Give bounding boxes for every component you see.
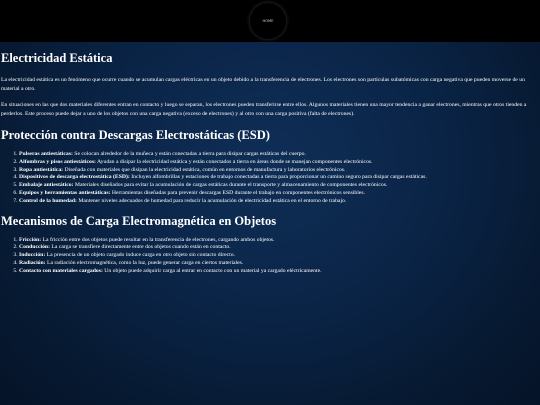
list-item <box>19 198 536 206</box>
list-item <box>19 159 536 167</box>
list-item-desc: Materiales diseñados para evitar la acumulación de cargas estáticas durante el transporte y almacenamiento de componentes electrónicos. <box>73 182 388 189</box>
main-content <box>1 51 536 284</box>
list-item-desc: Diseñada con materiales que disipan la electricidad estática, común en entornos de manufactura y laboratorios electrónicos. <box>63 166 346 173</box>
list-item-desc: Un objeto puede adquirir carga al entrar en contacto con un material ya cargado eléctricamente. <box>102 267 322 274</box>
section-charge-mechanisms <box>1 214 536 276</box>
list-item-term: Control de la humedad: <box>19 197 77 204</box>
section-title-charge-mechanisms: Mecanismos de Carga Electromagnética en Objetos <box>1 213 277 228</box>
section-title-static-electricity: Electricidad Estática <box>1 51 113 65</box>
list-item-desc: La radiación electromagnética, como la luz, puede generar carga en ciertos materiales. <box>45 259 244 266</box>
section-esd-protection <box>1 128 536 206</box>
list-item-term: Dispositivos de descarga electrostática (ESD): <box>19 174 130 181</box>
list-item-desc: Herramientas diseñadas para prevenir descargas ESD durante el trabajo en componentes electrónicos sensibles. <box>110 189 365 196</box>
list-item <box>19 151 536 159</box>
list-item <box>19 244 536 252</box>
list-item-term: Alfombras y pisos antiestáticos: <box>19 158 96 165</box>
list-item-desc: La carga se transfiere directamente entre dos objetos cuando están en contacto. <box>49 244 231 251</box>
list-item-desc: La presencia de un objeto cargado induce carga en otro objeto sin contacto directo. <box>45 252 236 259</box>
top-nav-bar <box>0 0 540 42</box>
home-button-label: HOME <box>262 19 274 23</box>
list-item <box>19 268 536 276</box>
list-item-term: Inducción: <box>19 252 46 259</box>
list-item-desc: La fricción entre dos objetos puede resultar en la transferencia de electrones, cargando ambos objetos. <box>41 236 275 243</box>
section-title-esd-protection: Protección contra Descargas Electrostáticas (ESD) <box>1 128 270 142</box>
esd-protection-list <box>1 151 536 206</box>
list-item-desc: Incluyen alfombrillas y estaciones de trabajo conectadas a tierra para proporcionar un camino seguro para disipar cargas estáticas. <box>129 174 427 181</box>
list-item-term: Fricción: <box>19 236 42 243</box>
charge-mechanisms-list <box>1 237 536 276</box>
list-item-term: Pulseras antiestáticas: <box>19 151 73 157</box>
list-item <box>19 174 536 182</box>
list-item-term: Embalaje antiestático: <box>19 182 74 189</box>
section-static-electricity <box>1 51 536 118</box>
list-item <box>19 190 536 198</box>
list-item-term: Equipos y herramientas antiestáticas: <box>19 189 111 196</box>
list-item-term: Contacto con materiales cargados: <box>19 267 103 274</box>
list-item-term: Radiación: <box>19 259 46 266</box>
paragraph: En situaciones en las que dos materiales diferentes entran en contacto y luego se separan, los electrones pueden transferirse entre ellos. Algunos materiales tienen una mayor tendencia a ganar electrones, mientras que otros tienden a perderlos. Este proceso puede dejar a uno de los objetos con una carga negativa (exceso de electrones) y al otro con una carga positiva (falta de electrones). <box>1 102 527 117</box>
list-item-desc: Mantener niveles adecuados de humedad para reducir la acumulación de electricidad estática en el entorno de trabajo. <box>76 197 347 204</box>
list-item-desc: Ayudan a disipar la electricidad estática y están conectados a tierra en áreas donde se manejan componentes electrónicos. <box>95 158 373 165</box>
paragraph: La electricidad estática es un fenómeno que ocurre cuando se acumulan cargas eléctricas en un objeto debido a la transferencia de electrones. Los electrones son partículas subatómicas con carga negativa que pueden moverse de un material a otro. <box>1 77 525 92</box>
list-item <box>19 260 536 268</box>
list-item-desc: Se colocan alrededor de la muñeca y están conectadas a tierra para disipar cargas estáticas del cuerpo. <box>72 151 306 157</box>
list-item <box>19 252 536 260</box>
list-item-term: Conducción: <box>19 244 50 251</box>
list-item <box>19 182 536 190</box>
list-item-term: Ropa antiestática: <box>19 166 64 173</box>
home-button[interactable] <box>250 3 286 39</box>
